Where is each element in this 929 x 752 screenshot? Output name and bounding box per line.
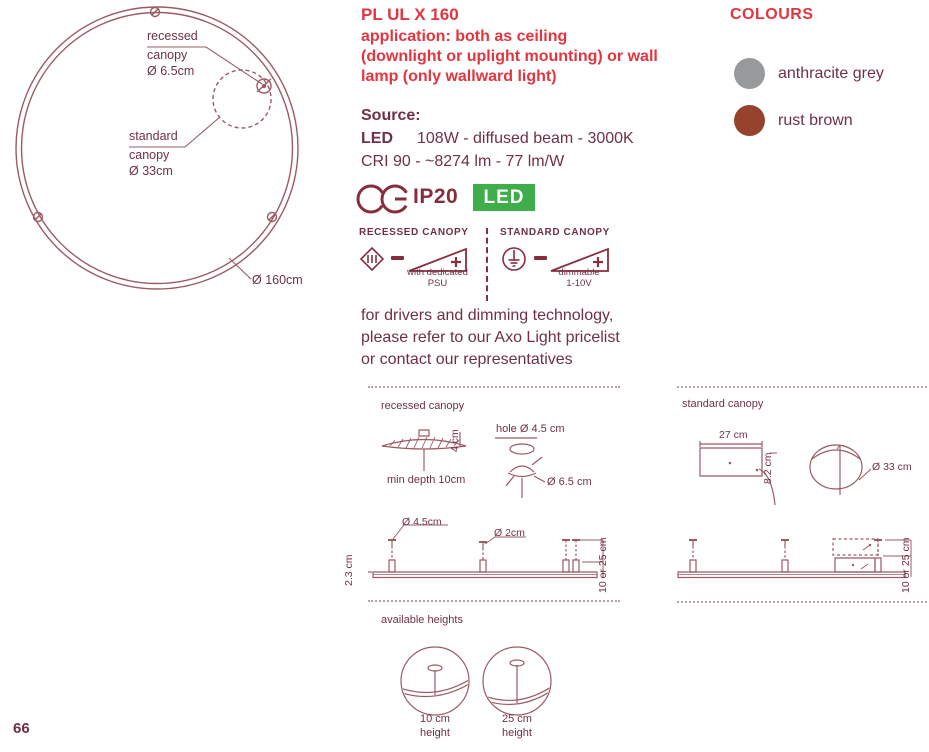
colour-swatch-rust-brown <box>734 105 765 136</box>
plus-icon <box>593 257 603 267</box>
recessed-drawings-heading: recessed canopy <box>381 400 465 412</box>
suspension-dim: 10 or 25 cm <box>597 537 609 593</box>
colour-name: rust brown <box>778 112 853 129</box>
rod-pair <box>562 540 580 572</box>
recessed-canopy-callout: recessed canopy Ø 6.5cm <box>147 29 198 78</box>
tube-diameter-dim: Ø 2cm <box>494 527 525 539</box>
source-type: LED <box>361 130 393 147</box>
separator <box>677 601 927 603</box>
product-title: PL UL X 160 <box>361 5 459 24</box>
canopy-height-dim: 4 cm <box>449 429 461 452</box>
recessed-caption: with dedicated PSU <box>407 267 468 289</box>
colour-swatch-anthracite-grey <box>734 58 765 89</box>
standard-canopy-heading: STANDARD CANOPY <box>500 227 610 238</box>
source-heading: Source: <box>361 107 421 124</box>
min-depth-dim: min depth 10cm <box>387 474 466 486</box>
source-spec-line <box>361 130 634 148</box>
bar-thickness-dim: 2.3 cm <box>343 554 355 586</box>
standard-bar-profile-drawing <box>673 513 929 583</box>
suspension-dim: 10 or 25 cm <box>900 537 912 593</box>
height-option-label: 25 cm height <box>502 713 532 739</box>
ce-mark-icon <box>357 183 409 215</box>
source-specs: 108W - diffused beam - 3000K <box>417 130 634 147</box>
source-cri-line: CRI 90 - ~8274 lm - 77 lm/W <box>361 153 565 170</box>
colours-heading: COLOURS <box>730 6 814 23</box>
canopy-width-dim: 27 cm <box>719 429 748 441</box>
ip-rating: IP20 <box>413 185 459 208</box>
canopy-diameter-dim: Ø 33 cm <box>872 461 912 473</box>
canopy-diameter-dim: Ø 6.5 cm <box>547 476 592 488</box>
application-text: application: both as ceiling (downlight or uplight mounting) or wall lamp (only wallward light) <box>361 28 658 85</box>
earth-ground-icon <box>501 246 527 272</box>
separator <box>368 600 620 602</box>
colour-name: anthracite grey <box>778 65 884 82</box>
rod <box>781 540 789 572</box>
available-heights-heading: available heights <box>381 614 463 626</box>
hole-diameter-dim: hole Ø 4.5 cm <box>496 423 565 435</box>
separator <box>677 386 927 388</box>
height-option-label: 10 cm height <box>420 713 450 739</box>
rod-diameter-dim: Ø 4.5cm <box>402 516 442 528</box>
minus-icon <box>534 256 547 260</box>
rod <box>479 542 487 572</box>
standard-caption: dimmable 1-10V <box>558 267 600 289</box>
standard-drawings-heading: standard canopy <box>682 398 764 410</box>
recessed-canopy-front-drawing <box>492 432 607 504</box>
plus-icon <box>451 257 461 267</box>
recessed-bar-profile-drawing <box>368 513 624 583</box>
recessed-canopy-heading: RECESSED CANOPY <box>359 227 469 238</box>
separator <box>368 386 620 388</box>
minus-icon <box>391 256 404 260</box>
rod <box>689 540 697 572</box>
class3-diamond-icon <box>359 246 385 272</box>
page-number: 66 <box>13 720 30 737</box>
standard-canopy-callout: standard canopy Ø 33cm <box>129 129 178 178</box>
led-badge: LED <box>473 184 535 211</box>
height-option-drawings <box>398 643 558 721</box>
standard-canopy-side-drawing <box>695 425 795 510</box>
leaders <box>393 525 526 544</box>
rod <box>388 540 396 572</box>
outer-diameter-label: Ø 160cm <box>252 273 303 287</box>
canopy-height-dim: 8.2 cm <box>762 452 774 484</box>
drivers-note: for drivers and dimming technology, please refer to our Axo Light pricelist or contact our representatives <box>361 307 620 368</box>
canopy-options-divider <box>486 228 488 301</box>
